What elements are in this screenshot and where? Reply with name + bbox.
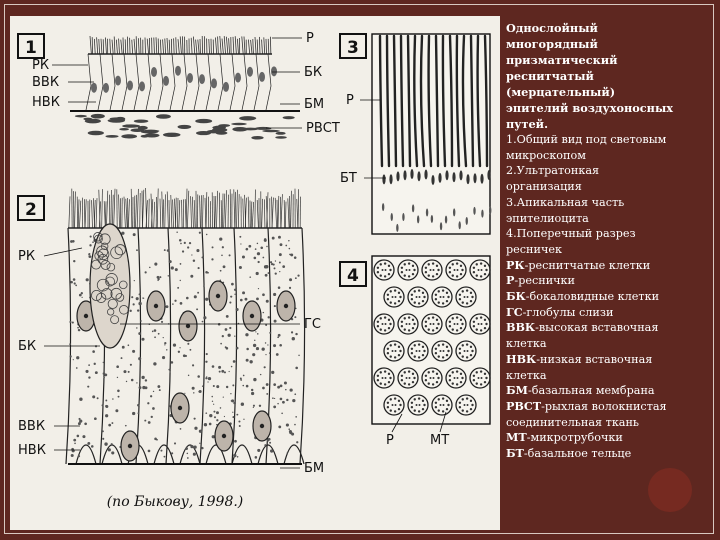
panel-2-cilia <box>69 188 301 228</box>
legend-desc: -глобулы слизи <box>522 305 614 319</box>
legend-abbr: БК <box>506 289 526 304</box>
legend-list <box>506 132 712 462</box>
p1-label-rvst: РВСТ <box>306 121 340 136</box>
legend-item-cont: клетка <box>506 368 547 382</box>
panel-1-connective-tissue <box>75 114 295 140</box>
legend-item-line: микроскопом <box>506 148 586 162</box>
panel-2 <box>18 188 324 476</box>
panel-4-number: 4 <box>347 266 359 286</box>
panel-1-cilia <box>90 36 271 54</box>
legend-abbr: БМ <box>506 383 528 398</box>
p2-label-vvk: ВВК <box>18 419 46 434</box>
p2-label-bk: БК <box>18 339 37 354</box>
title-line: реснитчатый <box>506 69 594 83</box>
panel-2-number: 2 <box>25 200 37 220</box>
legend-item-line: 4.Поперечный разрез <box>506 227 636 241</box>
p1-label-vvk: ВВК <box>32 75 60 90</box>
legend-item <box>506 305 712 321</box>
legend-item <box>506 320 712 336</box>
legend-abbr: НВК <box>506 351 537 366</box>
panel-1-cells <box>86 54 277 110</box>
legend-abbr: ВВК <box>506 320 536 335</box>
legend-abbr: МТ <box>506 430 527 445</box>
histology-figure <box>10 16 500 530</box>
legend-desc: -реснитчатые клетки <box>524 258 651 272</box>
legend-desc: -высокая вставочная <box>535 321 659 335</box>
legend-item <box>506 273 712 289</box>
legend-desc: -базальное тельце <box>523 447 632 461</box>
title-line: эпителий воздухоносных <box>506 101 674 115</box>
legend-item-cont: клетка <box>506 337 547 351</box>
legend-item <box>506 258 712 274</box>
legend-desc: -низкая вставочная <box>536 352 653 366</box>
title-line: призматический <box>506 53 618 67</box>
legend-item-line: 3.Апикальная часть <box>506 195 625 209</box>
title-line: Однослойный <box>506 21 598 35</box>
legend-item <box>506 399 712 415</box>
legend-abbr: Р <box>506 273 515 288</box>
p4-label-r: Р <box>386 433 394 448</box>
p4-label-mt: МТ <box>430 433 450 448</box>
legend-abbr: РК <box>506 257 525 272</box>
p2-label-rk: РК <box>18 249 36 264</box>
p1-label-bm: БМ <box>304 97 325 112</box>
panel-3 <box>340 34 491 234</box>
legend-desc: -базальная мембрана <box>527 384 655 398</box>
legend-item-cont: соединительная ткань <box>506 415 640 429</box>
legend-desc: -реснички <box>514 274 576 288</box>
p3-label-bt: БТ <box>340 171 357 186</box>
figure-caption: (по Быкову, 1998.) <box>106 494 244 510</box>
p2-label-nvk: НВК <box>18 443 46 458</box>
decorative-circle <box>648 468 692 512</box>
title-line: путей. <box>506 117 548 131</box>
legend-item-line: эпителиоцита <box>506 211 589 225</box>
legend-item <box>506 430 712 446</box>
legend-desc: -микротрубочки <box>526 431 623 445</box>
legend-item <box>506 289 712 305</box>
slide-title <box>506 20 712 132</box>
legend-item <box>506 352 712 368</box>
description-text <box>506 20 712 462</box>
legend-desc: -бокаловидные клетки <box>525 290 660 304</box>
p1-label-bk: БК <box>304 65 323 80</box>
legend-item-line: 2.Ультратонкая <box>506 164 600 178</box>
figure-drawing <box>10 16 500 530</box>
legend-abbr: ГС <box>506 304 523 319</box>
panel-3-number: 3 <box>347 38 359 58</box>
p2-label-gs: ГС <box>304 317 322 332</box>
title-line: многорядный <box>506 37 598 51</box>
panel-4 <box>340 256 490 448</box>
legend-abbr: БТ <box>506 446 524 461</box>
panel-1-number: 1 <box>25 38 37 58</box>
legend-item <box>506 446 712 462</box>
p1-label-r: Р <box>306 31 314 46</box>
legend-item-line: организация <box>506 180 582 194</box>
panel-1 <box>18 31 340 140</box>
legend-item-line: ресничек <box>506 242 562 256</box>
legend-item-line: 1.Общий вид под световым <box>506 133 667 146</box>
p1-label-nvk: НВК <box>32 95 60 110</box>
legend-item <box>506 383 712 399</box>
title-line: (мерцательный) <box>506 85 616 99</box>
p3-label-r: Р <box>346 93 354 108</box>
p1-label-rk: РК <box>32 58 50 73</box>
legend-abbr: РВСТ <box>506 398 542 413</box>
legend-desc: -рыхлая волокнистая <box>541 399 667 413</box>
p2-label-bm: БМ <box>304 461 325 476</box>
